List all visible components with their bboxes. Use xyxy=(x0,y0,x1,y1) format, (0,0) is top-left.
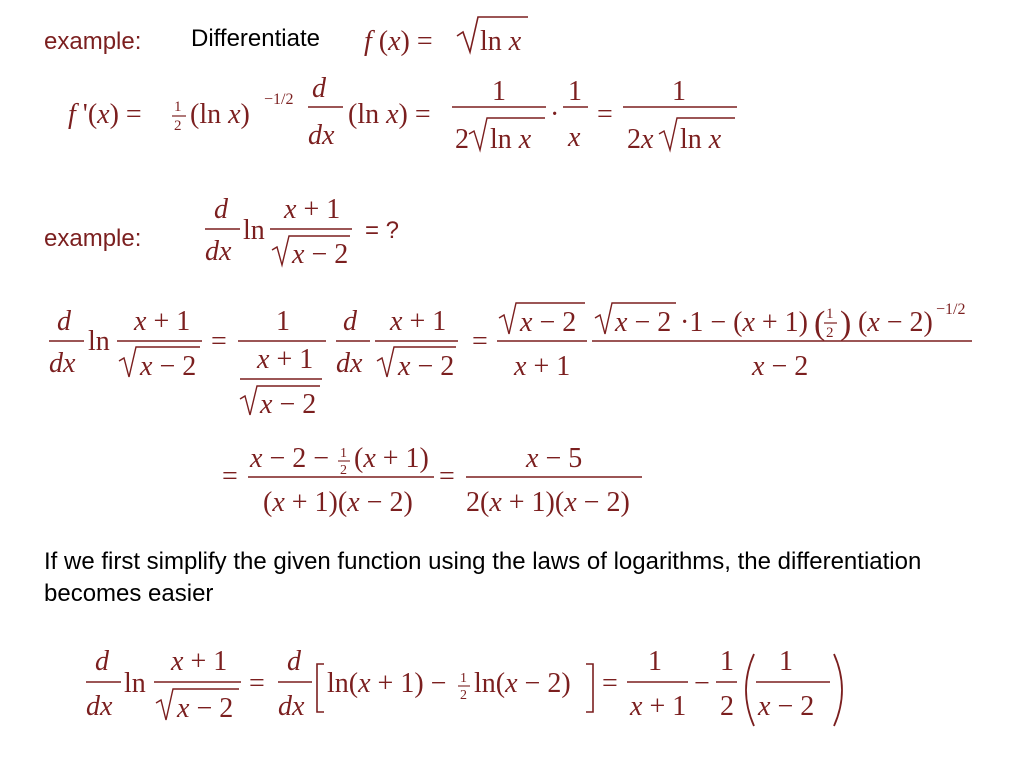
example-label-2: example: xyxy=(44,225,142,252)
svg-text:=: = xyxy=(597,99,613,130)
svg-text:ln(x + 1) −: ln(x + 1) − xyxy=(327,668,447,699)
svg-text:d: d xyxy=(287,646,301,677)
differentiate-label: Differentiate xyxy=(191,25,320,52)
svg-text:x − 2: x − 2 xyxy=(260,389,317,420)
svg-text:=: = xyxy=(222,461,238,492)
svg-text:1: 1 xyxy=(460,671,467,686)
svg-text:x + 1: x + 1 xyxy=(171,646,228,677)
svg-text:d: d xyxy=(214,194,228,225)
svg-text:1: 1 xyxy=(720,646,734,677)
svg-text:x − 2: x − 2 xyxy=(615,307,672,338)
svg-text:(x + 1): (x + 1) xyxy=(354,443,429,474)
svg-text:x + 1: x + 1 xyxy=(390,306,447,337)
svg-text:dx: dx xyxy=(278,691,305,722)
svg-text:dx: dx xyxy=(205,236,232,267)
svg-text:x − 2: x − 2 xyxy=(520,307,577,338)
svg-text:x − 2 −: x − 2 − xyxy=(250,443,330,474)
svg-text:·: · xyxy=(550,99,560,130)
equals-question: = ? xyxy=(365,217,400,244)
svg-text:=: = xyxy=(211,326,227,357)
svg-text:x − 2: x − 2 xyxy=(752,351,809,382)
svg-text:=: = xyxy=(602,668,618,699)
equation-log-laws xyxy=(86,646,842,726)
svg-text:2: 2 xyxy=(174,118,182,134)
svg-text:2x: 2x xyxy=(627,124,654,155)
svg-text:x − 2: x − 2 xyxy=(758,691,815,722)
example-label-1: example: xyxy=(44,28,142,55)
svg-text:x: x xyxy=(568,122,581,153)
svg-text:ln: ln xyxy=(124,668,146,699)
svg-text:): ) xyxy=(840,305,852,342)
svg-text:(ln x): (ln x) xyxy=(190,99,250,130)
svg-text:1: 1 xyxy=(340,446,347,461)
svg-text:2: 2 xyxy=(340,463,347,478)
equation-simplified-result xyxy=(222,443,642,518)
svg-text:−1/2: −1/2 xyxy=(936,301,966,318)
simplify-note: If we first simplify the given function using the laws of logarithms, the differentiation becomes easier xyxy=(44,548,922,607)
svg-text:(: ( xyxy=(814,305,826,342)
svg-text:dx: dx xyxy=(308,120,335,151)
svg-text:2: 2 xyxy=(455,124,469,155)
svg-text:x − 2: x − 2 xyxy=(292,239,349,270)
svg-text:(x + 1)(x − 2): (x + 1)(x − 2) xyxy=(263,487,413,518)
svg-text:x + 1: x + 1 xyxy=(257,344,314,375)
equation-f-of-x xyxy=(364,17,528,57)
svg-text:ln x: ln x xyxy=(490,124,532,155)
svg-text:ln x: ln x xyxy=(680,124,722,155)
svg-text:2: 2 xyxy=(460,688,467,703)
svg-text:(ln x) =: (ln x) = xyxy=(348,99,431,130)
svg-text:d: d xyxy=(57,306,71,337)
equation-long-derivation xyxy=(49,301,972,420)
svg-text:1: 1 xyxy=(826,306,834,322)
svg-text:1: 1 xyxy=(568,76,582,107)
svg-text:d: d xyxy=(95,646,109,677)
svg-text:d: d xyxy=(343,306,357,337)
svg-text:1: 1 xyxy=(492,76,506,107)
equation-example-2 xyxy=(205,194,352,270)
svg-text:1: 1 xyxy=(779,646,793,677)
svg-text:2: 2 xyxy=(720,691,734,722)
svg-text:x − 2: x − 2 xyxy=(398,351,455,382)
svg-text:=: = xyxy=(472,326,488,357)
svg-text:x − 2: x − 2 xyxy=(140,351,197,382)
svg-text:x − 5: x − 5 xyxy=(526,443,583,474)
svg-text:2(x + 1)(x − 2): 2(x + 1)(x − 2) xyxy=(466,487,630,518)
equation-derivative-sqrt-ln xyxy=(68,73,737,155)
svg-text:1: 1 xyxy=(648,646,662,677)
svg-text:−: − xyxy=(694,668,710,699)
svg-text:ln: ln xyxy=(243,215,265,246)
svg-text:x − 2: x − 2 xyxy=(177,693,234,724)
svg-text:=: = xyxy=(439,461,455,492)
svg-text:ln: ln xyxy=(88,326,110,357)
svg-text:dx: dx xyxy=(336,348,363,379)
svg-text:−1/2: −1/2 xyxy=(264,91,294,108)
svg-text:ln(x − 2): ln(x − 2) xyxy=(474,668,571,699)
svg-text:x + 1: x + 1 xyxy=(134,306,191,337)
svg-text:x + 1: x + 1 xyxy=(284,194,341,225)
svg-text:·1 − (x + 1): ·1 − (x + 1) xyxy=(680,307,809,338)
svg-text:dx: dx xyxy=(49,348,76,379)
svg-text:d: d xyxy=(312,73,326,104)
svg-text:dx: dx xyxy=(86,691,113,722)
svg-text:1: 1 xyxy=(672,76,686,107)
svg-text:1: 1 xyxy=(276,306,290,337)
svg-text:1: 1 xyxy=(174,99,182,115)
svg-text:=: = xyxy=(249,668,265,699)
svg-text:x + 1: x + 1 xyxy=(514,351,571,382)
svg-text:f (x) =: f (x) = xyxy=(364,26,433,57)
svg-text:ln x: ln x xyxy=(480,26,522,57)
svg-text:x + 1: x + 1 xyxy=(630,691,687,722)
svg-text:(x − 2): (x − 2) xyxy=(858,307,933,338)
svg-text:f '(x) =: f '(x) = xyxy=(68,99,142,130)
svg-text:2: 2 xyxy=(826,325,834,341)
